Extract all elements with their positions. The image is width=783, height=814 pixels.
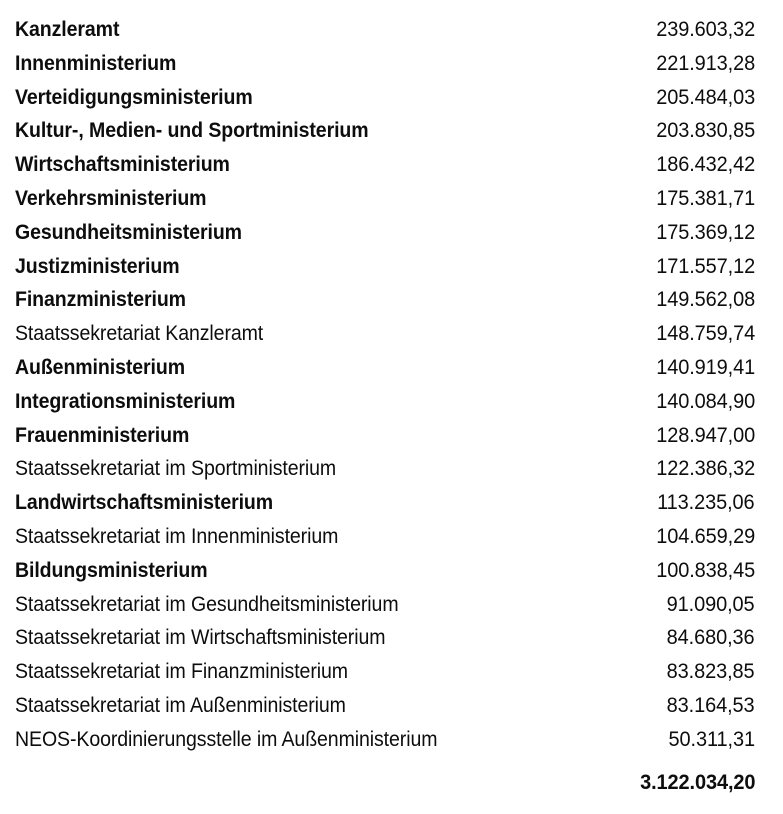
table-row bbox=[0, 492, 783, 526]
row-label: Kanzleramt bbox=[15, 18, 120, 41]
table-row bbox=[0, 256, 783, 290]
row-label: Integrationsministerium bbox=[15, 389, 236, 413]
row-label: Wirtschaftsministerium bbox=[15, 153, 230, 177]
expense-row-list bbox=[0, 19, 783, 763]
table-row bbox=[0, 120, 783, 154]
row-amount: 140.919,41 bbox=[656, 355, 755, 379]
row-amount: 171.557,12 bbox=[656, 254, 755, 278]
table-row bbox=[0, 627, 783, 661]
row-label: Kultur-, Medien- und Sportministerium bbox=[15, 119, 369, 143]
row-label: Staatssekretariat im Außenministerium bbox=[15, 693, 346, 717]
row-label: Bildungsministerium bbox=[15, 558, 208, 582]
row-label: Staatssekretariat im Finanzministerium bbox=[15, 660, 348, 684]
row-amount: 50.311,31 bbox=[668, 727, 755, 751]
row-amount: 140.084,90 bbox=[656, 389, 755, 413]
table-row bbox=[0, 154, 783, 188]
row-amount: 205.484,03 bbox=[656, 85, 755, 109]
table-row bbox=[0, 695, 783, 729]
row-amount: 221.913,28 bbox=[656, 51, 755, 75]
row-amount: 148.759,74 bbox=[656, 322, 755, 346]
row-label: Innenministerium bbox=[15, 51, 177, 75]
row-label: Staatssekretariat Kanzleramt bbox=[15, 322, 264, 346]
row-amount: 122.386,32 bbox=[656, 457, 755, 481]
row-label: Gesundheitsministerium bbox=[15, 220, 242, 244]
table-row bbox=[0, 391, 783, 425]
table-row bbox=[0, 19, 783, 53]
total-row bbox=[0, 763, 783, 797]
table-row bbox=[0, 289, 783, 323]
row-label: NEOS-Koordinierungsstelle im Außenministerium bbox=[15, 727, 438, 751]
table-row bbox=[0, 357, 783, 391]
table-row bbox=[0, 526, 783, 560]
row-label: Justizministerium bbox=[15, 254, 180, 278]
table-row bbox=[0, 729, 783, 763]
row-amount: 91.090,05 bbox=[667, 592, 755, 616]
row-amount: 149.562,08 bbox=[656, 288, 755, 312]
row-amount: 186.432,42 bbox=[656, 153, 755, 177]
row-amount: 104.659,29 bbox=[656, 524, 755, 548]
row-amount: 175.381,71 bbox=[656, 186, 755, 210]
table-row bbox=[0, 53, 783, 87]
table-row bbox=[0, 188, 783, 222]
table-row bbox=[0, 222, 783, 256]
row-amount: 113.235,06 bbox=[657, 491, 755, 515]
table-row bbox=[0, 458, 783, 492]
total-amount: 3.122.034,20 bbox=[639, 770, 755, 794]
table-row bbox=[0, 594, 783, 628]
row-label: Staatssekretariat im Gesundheitsministerium bbox=[15, 592, 399, 616]
row-label: Außenministerium bbox=[15, 355, 185, 379]
table-row bbox=[0, 87, 783, 121]
row-amount: 175.369,12 bbox=[656, 220, 755, 244]
row-label: Finanzministerium bbox=[15, 288, 186, 312]
row-label: Verteidigungsministerium bbox=[15, 85, 253, 109]
table-row bbox=[0, 323, 783, 357]
table-row bbox=[0, 661, 783, 695]
row-label: Verkehrsministerium bbox=[15, 186, 207, 210]
row-label: Staatssekretariat im Sportministerium bbox=[15, 457, 337, 481]
table-row bbox=[0, 425, 783, 459]
row-label: Staatssekretariat im Wirtschaftsministerium bbox=[15, 626, 386, 650]
row-amount: 128.947,00 bbox=[656, 423, 755, 447]
row-amount: 83.823,85 bbox=[667, 660, 755, 684]
row-amount: 203.830,85 bbox=[656, 119, 755, 143]
table-row bbox=[0, 560, 783, 594]
row-amount: 83.164,53 bbox=[667, 693, 755, 717]
row-label: Frauenministerium bbox=[15, 423, 190, 447]
row-label: Staatssekretariat im Innenministerium bbox=[15, 524, 339, 548]
row-amount: 100.838,45 bbox=[656, 558, 755, 582]
row-amount: 84.680,36 bbox=[667, 626, 755, 650]
row-label: Landwirtschaftsministerium bbox=[15, 491, 274, 515]
row-amount: 239.603,32 bbox=[656, 18, 755, 41]
